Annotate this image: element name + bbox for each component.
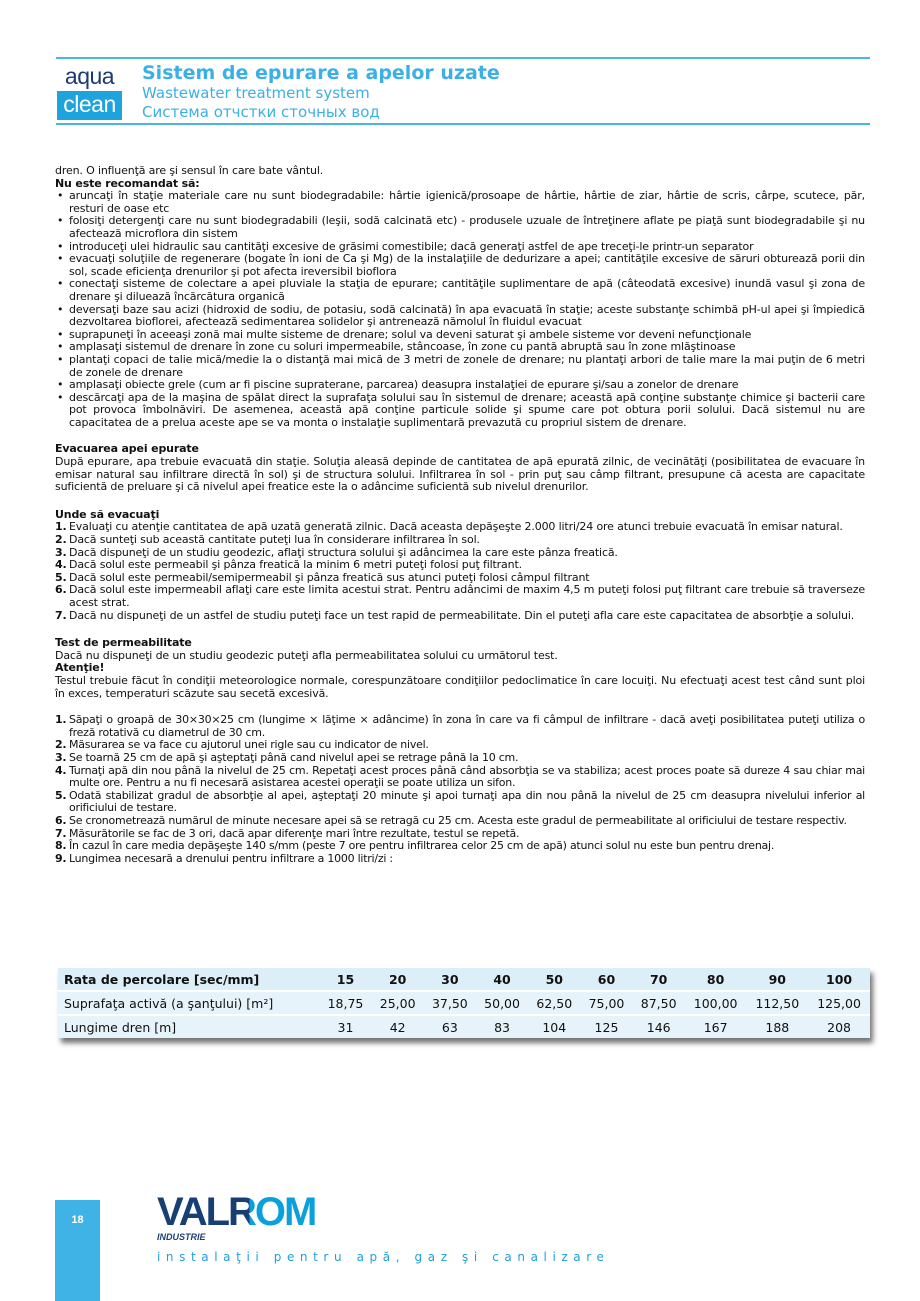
item-number: 1.: [55, 713, 67, 727]
table-cell: 63: [424, 1014, 476, 1038]
numbered-item: [55, 765, 865, 790]
item-number: 6.: [55, 813, 67, 827]
table-cell: 188: [746, 1014, 808, 1038]
item-text: Măsurătorile se fac de 3 ori, dacă apar diferenţe mari între rezultate, testul se repetă.: [69, 826, 520, 840]
table-cell: 146: [633, 1014, 685, 1038]
list-item: • conectaţi sisteme de colectare a apei pluviale la staţia de epurare; cantităţile suplimentare de apă (câteodată excesive) inundă vasul şi zona de drenare şi diluează încărcătura organică: [55, 278, 865, 303]
item-text: Se cronometrează numărul de minute necesare apei să se retragă cu 25 cm. Acesta este gradul de permeabilitate al orificiului de testare respectiv.: [69, 813, 847, 827]
header-cell: 80: [685, 968, 747, 990]
item-text: Dacă nu dispuneţi de un astfel de studiu puteţi face un test rapid de permeabilitate. Din el puteţi afla care este capacitatea de absorbţie a solului.: [69, 608, 855, 622]
valrom-logo: VALROM INDUSTRIE: [157, 1192, 335, 1242]
list-item: • folosiţi detergenţi care nu sunt biodegradabili (leşii, sodă calcinată etc) - produsele uzuale de întreţinere aflate pe piaţă sunt biodegradabile şi nu afectează microflora din sistem: [55, 215, 865, 240]
table-cell: Suprafaţa activă (a şanţului) [m²]: [58, 990, 319, 1014]
item-number: 2.: [55, 738, 67, 752]
section-heading: Evacuarea apei epurate: [55, 442, 199, 456]
table-cell: 208: [808, 1014, 870, 1038]
table-cell: 37,50: [424, 990, 476, 1014]
header-cell: 50: [528, 968, 580, 990]
header-cell: 30: [424, 968, 476, 990]
numbered-item: [55, 790, 865, 815]
table-cell: 125: [580, 1014, 632, 1038]
list-item: • evacuaţi soluţiile de regenerare (bogate în ioni de Ca şi Mg) de la instalaţiile de dedurizare a apei; cantităţile excesive de săruri obturează porii din sol, scade eficienţa drenurilor şi pot afecta ireversibil bioflora: [55, 253, 865, 278]
item-number: 5.: [55, 788, 67, 802]
where-list: [55, 521, 865, 622]
table-cell: 25,00: [372, 990, 424, 1014]
item-number: 2.: [55, 533, 67, 547]
numbered-item: [55, 714, 865, 739]
paragraph: După epurare, apa trebuie evacuată din staţie. Soluţia aleasă depinde de cantitatea de apă epurată zilnic, de vecinătăţi (posibilitatea de evacuare în emisar natural sau infiltrare directă în sol) şi de structura solului. Infiltrarea în sol - prin puţ sau câmp filtrant, presupune că acesta are capacitate suficientă de preluare şi că nivelul apei freatice este la o adâncime suficientă sub nivelul drenurilor.: [55, 455, 865, 494]
table-header-row: [58, 968, 870, 990]
item-number: 3.: [55, 750, 67, 764]
item-number: 3.: [55, 545, 67, 559]
table-cell: 167: [685, 1014, 747, 1038]
header-cell: 15: [319, 968, 371, 990]
item-number: 9.: [55, 851, 67, 865]
item-text: Dacă solul este permeabil şi pânza freatică la minim 6 metri puteţi folosi puţ filtrant.: [69, 558, 522, 572]
header-cell: 40: [476, 968, 528, 990]
percolation-table: [58, 968, 870, 1038]
table-cell: 42: [372, 1014, 424, 1038]
numbered-item: [55, 584, 865, 609]
table-cell: 83: [476, 1014, 528, 1038]
item-text: Evaluaţi cu atenţie cantitatea de apă uzată generată zilnic. Dacă aceasta depăşeşte 2.000 litri/24 ore atunci trebuie evacuată în emisar natural.: [69, 520, 843, 534]
list-item: • suprapuneţi în aceeaşi zonă mai multe sisteme de drenare; solul va deveni saturat şi ambele sisteme vor deveni nefuncţionale: [55, 329, 865, 342]
item-text: Săpaţi o groapă de 30×30×25 cm (lungime × lăţime × adâncime) în zona în care va fi câmpul de infiltrare - dacă aveţi posibilitatea puteţi utiliza o freză rotativă cu diametrul de 30 cm.: [69, 713, 865, 739]
section-heading: Unde să evacuaţi: [55, 507, 160, 521]
table-cell: 18,75: [319, 990, 371, 1014]
item-text: Dacă solul este permeabil/semipermeabil şi pânza freatică sus atunci puteţi folosi câmpul filtrant: [69, 570, 590, 584]
logo-text-top: aqua: [64, 63, 115, 89]
numbered-item: [55, 853, 865, 866]
table-cell: 125,00: [808, 990, 870, 1014]
table-cell: 50,00: [476, 990, 528, 1014]
logo-text-bottom: clean: [57, 91, 122, 120]
header-cell: 90: [746, 968, 808, 990]
item-number: 7.: [55, 608, 67, 622]
subtitle-ru: Система отчстки сточных вод: [142, 103, 380, 121]
item-text: În cazul în care media depăşeşte 140 s/mm (peste 7 ore pentru infiltrarea celor 25 cm de apă) atunci solul nu este bun pentru drenaj.: [69, 839, 775, 853]
table-row: [58, 1014, 870, 1038]
item-number: 4.: [55, 558, 67, 572]
page-title: Sistem de epurare a apelor uzate: [142, 62, 500, 84]
list-item: • plantaţi copaci de talie mică/medie la o distanţă mai mică de 3 metri de zonele de drenare; nu plantaţi arbori de talie mare la mai puţin de 6 metri de zonele de drenare: [55, 354, 865, 379]
page-number: 18: [71, 1214, 84, 1226]
table-cell: 104: [528, 1014, 580, 1038]
item-text: Dacă solul este impermeabil aflaţi care este limita acestui strat. Pentru adâncimi de maxim 4,5 m puteţi folosi puţ filtrant care trebuie să traverseze acest strat.: [69, 583, 865, 609]
item-text: Măsurarea se va face cu ajutorul unei rigle sau cu indicator de nivel.: [69, 738, 429, 752]
warning-text: Testul trebuie făcut în condiţii meteorologice normale, corespunzătoare condiţiilor pedoclimatice în care locuiţi. Nu efectuaţi acest test când sunt ploi în exces, temperaturi scăzute sau secetă excesivă.: [55, 673, 865, 700]
header-top-rule: [56, 57, 870, 59]
header-cell: 20: [372, 968, 424, 990]
table-cell: 31: [319, 1014, 371, 1038]
item-text: Odată stabilizat gradul de absorbţie al apei, aşteptaţi 20 minute şi apoi turnaţi apa din nou până la nivelul de 25 cm deasupra nivelului inferior al orificiului de testare.: [69, 788, 865, 815]
table-cell: 100,00: [685, 990, 747, 1014]
table-cell: 87,50: [633, 990, 685, 1014]
header-cell: 70: [633, 968, 685, 990]
header-cell: 100: [808, 968, 870, 990]
list-item: • introduceţi ulei hidraulic sau cantităţi excesive de grăsimi comestibile; dacă generaţi astfel de ape treceţi-le printr-un separator: [55, 241, 865, 254]
item-text: Se toarnă 25 cm de apă şi aşteptaţi până cand nivelul apei se retrage până la 10 cm.: [69, 750, 519, 764]
tagline: instalaţii pentru apă, gaz şi canalizare: [157, 1250, 610, 1264]
item-number: 8.: [55, 839, 67, 853]
warning-label: Atenţie!: [55, 661, 105, 675]
table-row: [58, 990, 870, 1014]
item-number: 5.: [55, 570, 67, 584]
aquaclean-logo: [57, 62, 122, 120]
item-number: 4.: [55, 763, 67, 777]
header-cell: Rata de percolare [sec/mm]: [58, 968, 319, 990]
header-cell: 60: [580, 968, 632, 990]
table-cell: Lungime dren [m]: [58, 1014, 319, 1038]
item-text: Lungimea necesară a drenului pentru infiltrare a 1000 litri/zi :: [69, 851, 393, 865]
numbered-item: [55, 610, 865, 623]
paragraph: Dacă nu dispuneţi de un studiu geodezic puteţi afla permeabilitatea solului cu următorul test.: [55, 648, 558, 662]
item-text: Dacă sunteţi sub această cantitate puteţi lua în considerare infiltrarea în sol.: [69, 533, 480, 547]
table-cell: 112,50: [746, 990, 808, 1014]
table-cell: 75,00: [580, 990, 632, 1014]
item-text: Turnaţi apă din nou până la nivelul de 25 cm. Repetaţi acest proces până când absorbţia se va stabiliza; acest proces poate să dureze 4 sau chiar mai multe ore. Pentru a nu fi necesară asistarea acestei operaţii se poate utiliza un sifon.: [69, 763, 865, 790]
list-item: • descărcaţi apa de la maşina de spălat direct la suprafaţa solului sau în sistemul de drenare; această apă conţine substanţe chimice şi bacterii care pot provoca îmbolnăviri. De asemenea, această apă conţine particule solide şi spume care pot obtura porii solului. Dacă sistemul nu are capacitatea de a prelua aceste ape se va monta o instalaţie suplimentară prevazută cu propriul sistem de drenare.: [55, 392, 865, 430]
list-item: • deversaţi baze sau acizi (hidroxid de sodiu, de potasiu, sodă calcinată) în apa evacuată în staţie; aceste substanţe schimbă pH-ul apei şi împiedică dezvoltarea bioflorei, afectează sedimentarea solidelor şi antrenează nămolul în fluidul evacuat: [55, 304, 865, 329]
item-number: 1.: [55, 520, 67, 534]
header-titles: [142, 62, 500, 122]
item-text: Dacă dispuneţi de un studiu geodezic, aflaţi structura solului şi adâncimea la care este pânza freatică.: [69, 545, 618, 559]
section-heading: Test de permeabilitate: [55, 636, 192, 650]
header-bottom-rule: [56, 123, 870, 125]
list-item: • amplasaţi obiecte grele (cum ar fi piscine supraterane, parcarea) deasupra instalaţiei de epurare şi/sau a zonelor de drenare: [55, 379, 865, 392]
subtitle-en: Wastewater treatment system: [142, 84, 370, 102]
test-steps-list: [55, 714, 865, 865]
not-recommended-list: [55, 190, 865, 429]
intro-text: dren. O influenţă are şi sensul în care bate vântul.: [55, 164, 324, 177]
section-heading: Nu este recomandat să:: [55, 176, 200, 190]
page-number-bar: [55, 1200, 100, 1301]
list-item: • aruncaţi în staţie materiale care nu sunt biodegradabile: hârtie igienică/prosoape de hârtie, hârtie de ziar, hârtie de scris, cârpe, scutece, păr, resturi de oase etc: [55, 190, 865, 215]
item-number: 6.: [55, 583, 67, 597]
item-number: 7.: [55, 826, 67, 840]
table-cell: 62,50: [528, 990, 580, 1014]
list-item: • amplasaţi sistemul de drenare în zone cu soluri impermeabile, stâncoase, în zone cu pantă abruptă sau în zone mlăştinoase: [55, 341, 865, 354]
document-body: [55, 165, 865, 865]
